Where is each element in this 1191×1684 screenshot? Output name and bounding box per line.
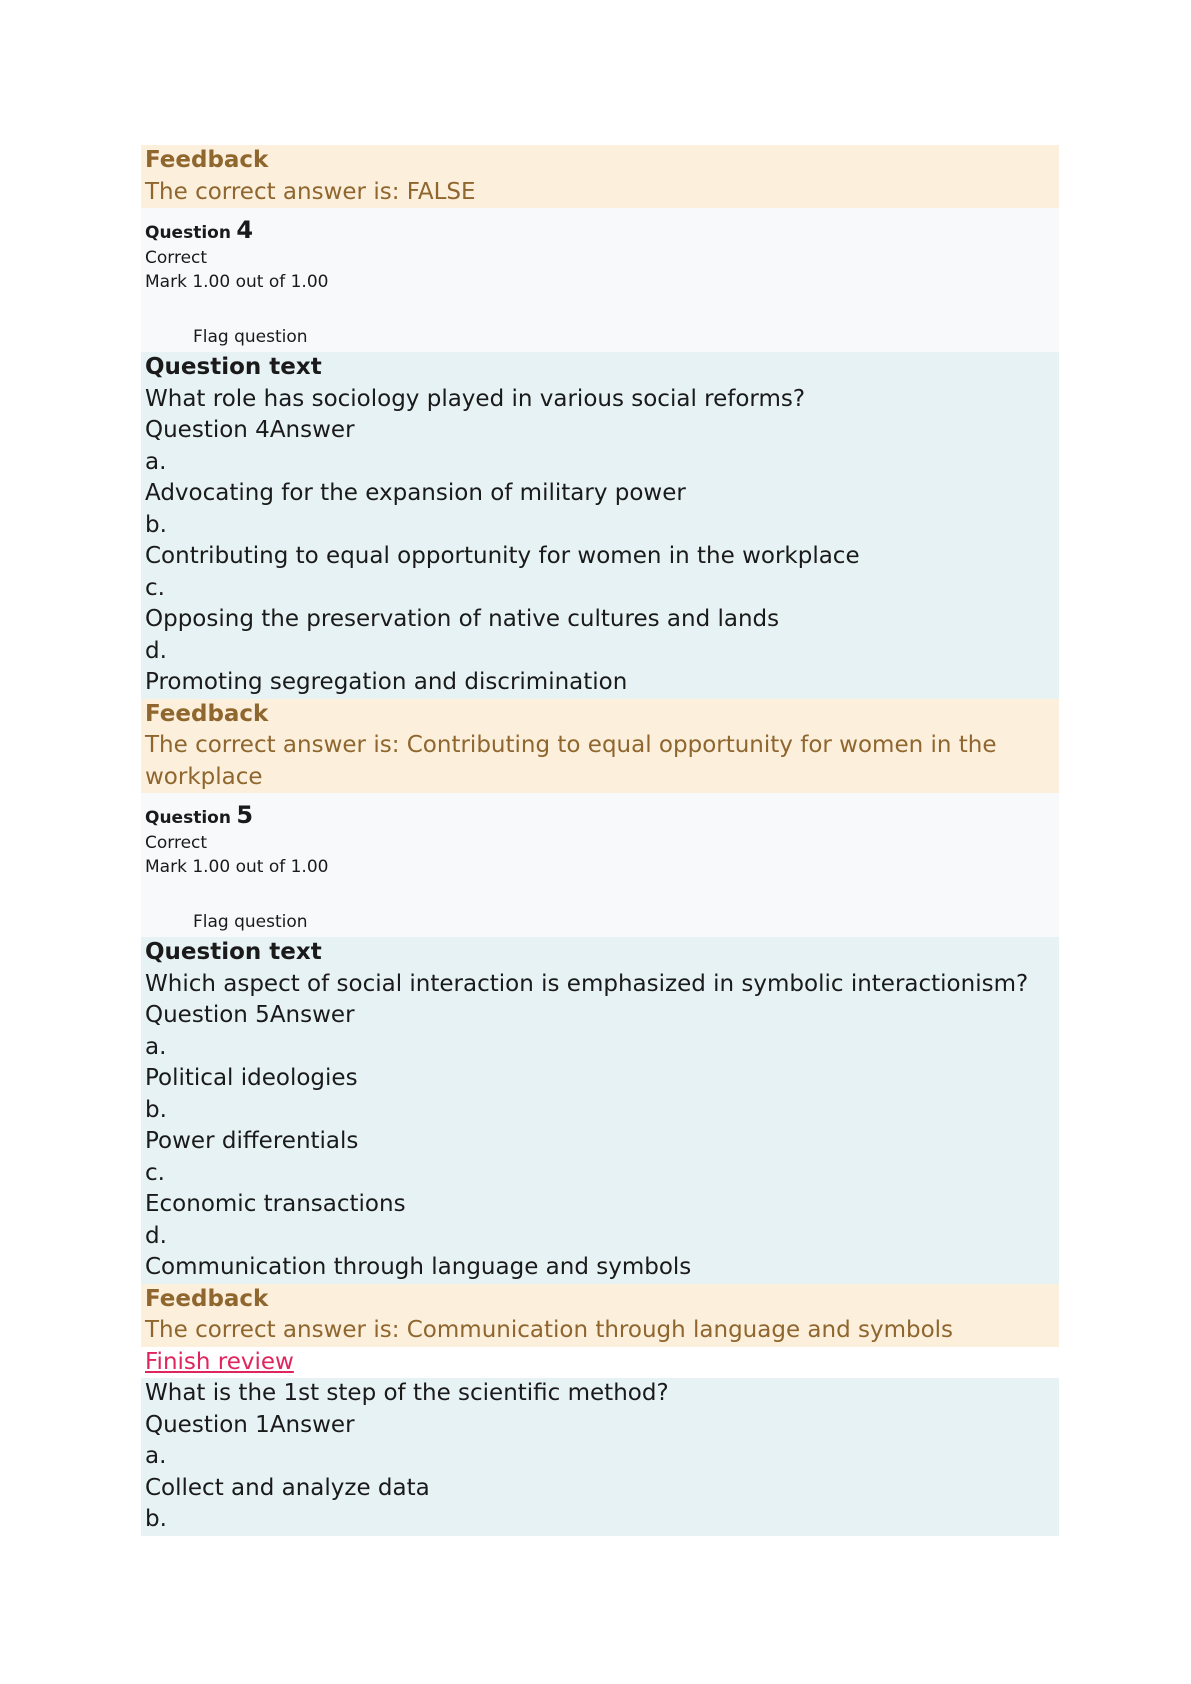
question-number <box>145 795 1055 831</box>
question-info <box>141 208 1059 352</box>
question-grade: Mark 1.00 out of 1.00 <box>145 857 329 877</box>
question-state: Correct <box>145 833 208 853</box>
option-text[interactable]: Communication through language and symbols <box>145 1254 692 1280</box>
feedback-text: The correct answer is: Communication through language and symbols <box>145 1317 954 1343</box>
option-text[interactable]: Political ideologies <box>145 1065 358 1091</box>
option-text[interactable]: Power differentials <box>145 1128 359 1154</box>
option-letter[interactable]: c. <box>145 574 165 601</box>
feedback-box <box>141 699 1059 794</box>
option-letter[interactable]: b. <box>145 511 167 538</box>
flag-question-link[interactable]: Flag question <box>193 327 308 347</box>
option-letter[interactable]: a. <box>145 1033 167 1060</box>
answer-label: Question 5Answer <box>145 1002 355 1028</box>
answer-label: Question 4Answer <box>145 417 355 443</box>
option-letter[interactable]: d. <box>145 1222 167 1249</box>
option-letter[interactable]: d. <box>145 637 167 664</box>
question-text-heading: Question text <box>145 939 322 965</box>
question-state: Correct <box>145 248 208 268</box>
option-letter[interactable]: b. <box>145 1506 167 1532</box>
spacer <box>145 879 1055 909</box>
option-letter[interactable]: a. <box>145 448 167 475</box>
feedback-text: The correct answer is: Contributing to equal opportunity for women in the workplace <box>145 732 997 790</box>
question-number-value: 4 <box>236 216 254 244</box>
question-number-value: 5 <box>236 801 254 829</box>
review-document <box>141 145 1059 1536</box>
finish-review-row <box>141 1347 1059 1379</box>
option-text[interactable]: Opposing the preservation of native cultures and lands <box>145 606 780 632</box>
question-label: Question <box>145 808 231 828</box>
option-text[interactable]: Promoting segregation and discrimination <box>145 669 628 695</box>
feedback-heading: Feedback <box>145 700 269 727</box>
question-body <box>141 352 1059 699</box>
question-grade: Mark 1.00 out of 1.00 <box>145 272 329 292</box>
question-prompt: What is the 1st step of the scientific method? <box>145 1380 669 1406</box>
feedback-heading: Feedback <box>145 1285 269 1312</box>
option-letter[interactable]: a. <box>145 1443 167 1469</box>
option-text[interactable]: Advocating for the expansion of military power <box>145 480 686 506</box>
option-letter[interactable]: c. <box>145 1159 165 1186</box>
question-prompt: What role has sociology played in various social reforms? <box>145 385 806 412</box>
feedback-text: The correct answer is: FALSE <box>145 178 476 205</box>
flag-question-link[interactable]: Flag question <box>193 912 308 932</box>
option-text[interactable]: Collect and analyze data <box>145 1474 430 1501</box>
option-letter[interactable]: b. <box>145 1096 167 1123</box>
question-body <box>141 937 1059 1284</box>
feedback-box <box>141 1284 1059 1347</box>
question-info <box>141 793 1059 937</box>
spacer <box>145 294 1055 324</box>
question-text-heading: Question text <box>145 354 322 380</box>
feedback-box <box>141 145 1059 208</box>
feedback-heading: Feedback <box>145 147 269 173</box>
option-text[interactable]: Economic transactions <box>145 1191 406 1217</box>
question-prompt: Which aspect of social interaction is emphasized in symbolic interactionism? <box>145 970 1029 997</box>
question-label: Question <box>145 223 231 243</box>
question-body <box>141 1378 1059 1536</box>
answer-label: Question 1Answer <box>145 1411 355 1438</box>
option-text[interactable]: Contributing to equal opportunity for women in the workplace <box>145 543 860 569</box>
finish-review-link[interactable]: Finish review <box>145 1348 294 1375</box>
question-number <box>145 210 1055 246</box>
